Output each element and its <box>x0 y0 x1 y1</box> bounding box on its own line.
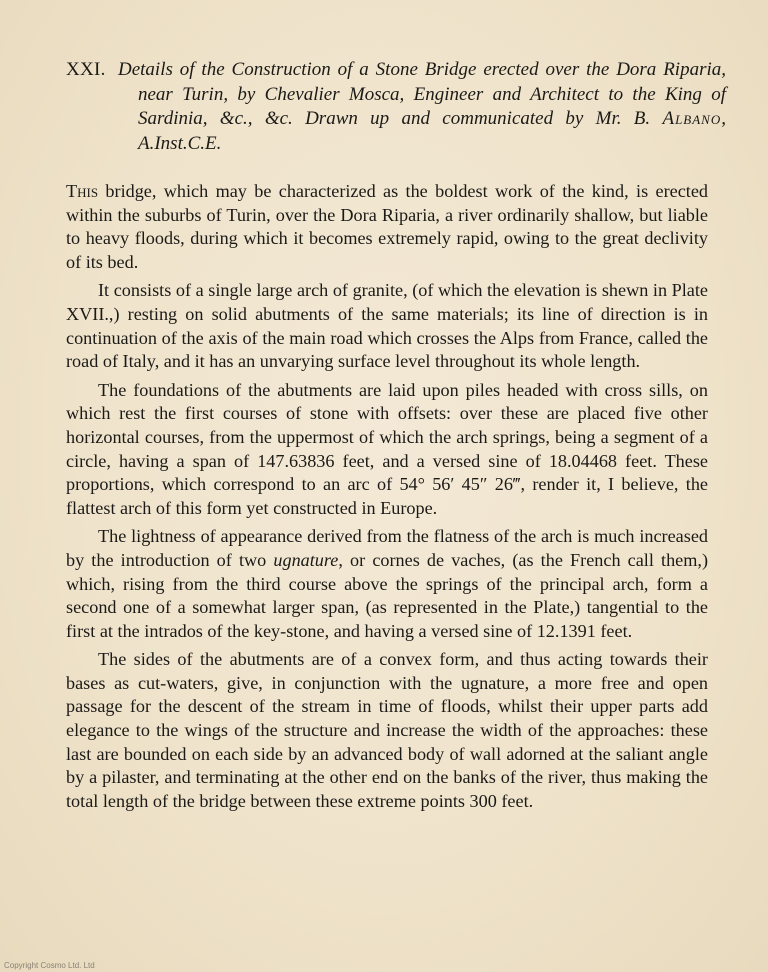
paragraph-lead-word: This <box>66 181 99 201</box>
paragraph-1-text: bridge, which may be characterized as the boldest work of the kind, is erected within the suburbs of Turin, over the Dora Riparia, a river ordinarily shallow, but liable to heavy floods, during which it becomes extremely rapid, owing to the great declivity of its bed. <box>66 181 708 272</box>
copyright-watermark: Copyright Cosmo Ltd. Ltd <box>4 961 95 970</box>
paragraph-2: It consists of a single large arch of granite, (of which the elevation is shewn in Plate XVII.,) resting on solid abutments of the same materials; its line of direction is in continuation of the axis of the main road which crosses the Alps from France, called the road of Italy, and it has an unvarying surface level throughout its whole length. <box>66 280 708 372</box>
paragraph-1 <box>66 180 708 274</box>
paragraph-4 <box>66 525 708 643</box>
paragraph-4-text-b: , or cornes de vaches, (as the French call them,) which, rising from the third course above the springs of the principal arch, form a second one of a somewhat larger span, (as represented in the Plate,) tangential to the first at the intrados of the key-stone, and having a versed sine of 12.1391 feet. <box>66 549 709 641</box>
author-credentials: , A.Inst.C.E. <box>138 108 726 154</box>
article-heading <box>66 58 726 156</box>
italic-term: ugnature <box>273 549 339 570</box>
paragraph-3: The foundations of the abutments are laid upon piles headed with cross sills, on which rest the first courses of stone with offsets: over these are placed five other horizontal courses, from the uppermost of which the arch springs, being a segment of a circle, having a span of 147.63836 feet, and a versed sine of 18.04468 feet. These proportions, which correspond to an arc of 54° 56′ 45″ 26‴, render it, I believe, the flattest arch of this form yet constructed in Europe. <box>66 379 708 518</box>
article-body <box>66 180 708 818</box>
title-text: Details of the Construction of a Stone Bridge erected over the Dora Riparia, near Turin, by Chevalier Mosca, Engineer and Architect to the King of Sardinia, &c., &c. Drawn up and communicated by Mr. B. <box>118 59 726 129</box>
article-number: XXI. <box>66 59 106 80</box>
paragraph-4-text-a: The lightness of appearance derived from the flatness of the arch is much increased by the introduction of two <box>66 526 708 570</box>
article-title <box>118 58 726 156</box>
paragraph-5: The sides of the abutments are of a convex form, and thus acting towards their bases as cut-waters, give, in conjunction with the ugnature, a more free and open passage for the descent of the stream in time of floods, whilst their upper parts add elegance to the wings of the structure and increase the width of the approaches: these last are bounded on each side by an advanced body of wall adorned at the saliant angle by a pilaster, and terminating at the other end on the banks of the river, thus making the total length of the bridge between these extreme points 300 feet. <box>66 649 708 811</box>
author-name: Albano <box>662 108 722 129</box>
